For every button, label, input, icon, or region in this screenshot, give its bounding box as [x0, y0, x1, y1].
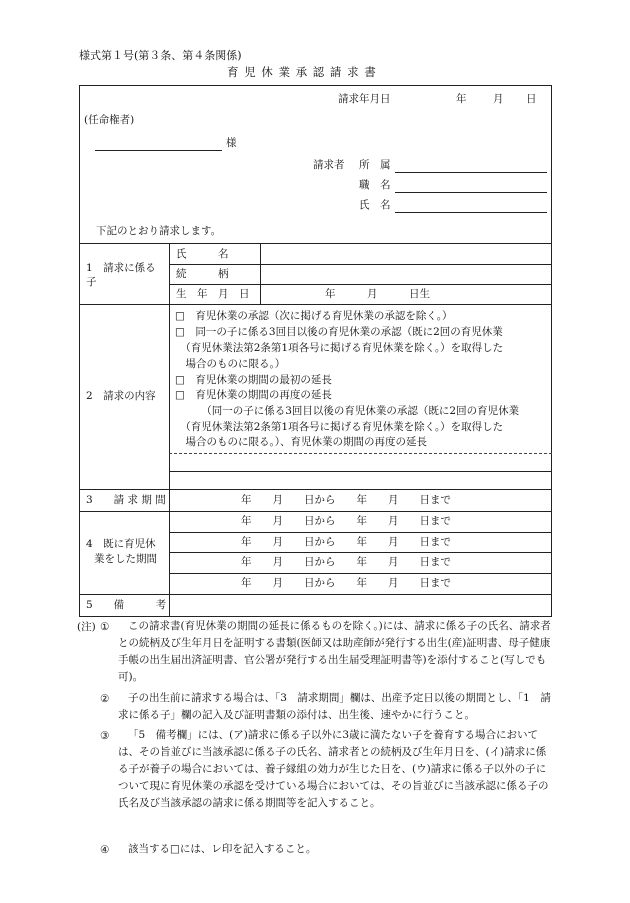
- section1-inner-rule: [260, 243, 261, 304]
- table-top-rule: [79, 243, 552, 244]
- note2-text: 子の出生前に請求する場合は、「3 請求期間」欄は、出産予定日以後の期間とし、「1 請求に係る子」欄の記入及び証明書類の添付は、出生後、速やかに行うこと。: [118, 692, 551, 721]
- position-underline: [395, 192, 547, 193]
- name-underline: [395, 212, 547, 213]
- note3-mark: ③: [100, 730, 110, 742]
- child-birth-value: 年 月 日生: [325, 288, 430, 300]
- section4-label-line2: 業をした期間: [94, 553, 157, 565]
- child-name-label: 氏 名: [176, 248, 229, 260]
- form-title: 育 児 休 業 承 認 請 求 書: [227, 65, 377, 79]
- note1-mark: ①: [100, 621, 110, 633]
- child-relation-label: 続 柄: [176, 268, 229, 280]
- option-line: （育児休業法第2条第1項各号に掲げる育児休業を除く。）を取得した: [175, 421, 504, 433]
- section4-row-rule: [169, 552, 552, 553]
- past-period-row: 年 月 日から 年 月 日まで: [241, 556, 451, 568]
- note4-text: 該当する□には、レ印を記入すること。: [128, 843, 317, 855]
- label-column-rule: [169, 243, 170, 617]
- past-period-row: 年 月 日から 年 月 日まで: [241, 515, 451, 527]
- honorific: 様: [226, 137, 237, 149]
- note3-text: 「5 備考欄」には、(ア)請求に係る子以外に3歳に満たない子を養育する場合においては、その旨並びに当該承認に係る子の氏名、請求者との続柄及び生年月日を、(イ)請求に係る子が養子の場合においては、養子縁組の効力が生じた日を、(ウ)請求に係る子以外の子について現に育児休業の承認を受けている場合においては、その旨並びに当該承認に係る子の氏名及び当該承認の請求に係る期間等を記入すること。: [118, 729, 549, 809]
- option-line: □ 育児休業の期間の再度の延長: [175, 389, 332, 401]
- option-line: （同一の子に係る3回目以後の育児休業の承認（既に2回の育児休業: [175, 405, 520, 417]
- section1-label-line2: 子: [86, 276, 97, 288]
- section1-row-rule: [169, 264, 552, 265]
- dashed-rule: [169, 453, 552, 454]
- option-line: □ 同一の子に係る3回目以後の育児休業の承認（既に2回の育児休業: [175, 326, 503, 338]
- section2-inner-rule: [169, 471, 552, 472]
- past-period-row: 年 月 日から 年 月 日まで: [241, 577, 451, 589]
- date-year: 年: [456, 93, 467, 105]
- appointer-underline: [95, 150, 222, 151]
- request-period: 年 月 日から 年 月 日まで: [241, 494, 451, 506]
- section4-row-rule: [169, 532, 552, 533]
- affiliation-underline: [395, 172, 547, 173]
- requester-label: 請求者: [313, 159, 345, 171]
- section2-label: 2 請求の内容: [86, 390, 156, 402]
- section-rule: [79, 594, 552, 595]
- option-line: □ 育児休業の承認（次に掲げる育児休業の承認を除く。）: [175, 310, 453, 322]
- section1-label-line1: 1 請求に係る: [86, 262, 156, 274]
- note4-mark: ④: [100, 844, 110, 856]
- form-id: 様式第１号(第３条、第４条関係): [79, 49, 242, 62]
- section-rule: [79, 511, 552, 512]
- field-name: 氏 名: [359, 199, 391, 211]
- section-rule: [79, 304, 552, 305]
- option-line: （育児休業法第2条第1項各号に掲げる育児休業を除く。）を取得した: [175, 342, 504, 354]
- date-month: 月: [493, 93, 504, 105]
- field-position: 職 名: [359, 179, 391, 191]
- section-rule: [79, 489, 552, 490]
- intro-text: 下記のとおり請求します。: [96, 225, 222, 237]
- option-line: 場合のものに限る。）、育児休業の期間の再度の延長: [175, 436, 427, 448]
- section3-label: 3 請 求 期 間: [86, 494, 166, 506]
- section5-label: 5 備 考: [86, 599, 167, 611]
- field-affiliation: 所 属: [359, 159, 391, 171]
- notes-prefix: (注): [77, 621, 96, 633]
- note2-mark: ②: [100, 693, 110, 705]
- option-line: □ 育児休業の期間の最初の延長: [175, 374, 332, 386]
- section4-row-rule: [169, 573, 552, 574]
- appointer-label: (任命権者): [84, 114, 135, 126]
- date-day: 日: [526, 93, 537, 105]
- section1-row-rule: [169, 284, 552, 285]
- request-date-label: 請求年月日: [338, 93, 391, 105]
- note1-text: この請求書(育児休業の期間の延長に係るものを除く。)には、請求に係る子の氏名、請求者との続柄及び生年月日を証明する書類(医師又は助産師が発行する出生(産)証明書、母子健康手帳の出生届出済証明書、官公署が発行する出生届受理証明書等)を添付すること(写しでも可)。: [118, 620, 551, 683]
- option-line: 場合のものに限る。）: [175, 358, 286, 370]
- section4-label-line1: 4 既に育児休: [86, 538, 156, 550]
- child-birth-label: 生 年 月 日: [176, 288, 250, 300]
- past-period-row: 年 月 日から 年 月 日まで: [241, 536, 451, 548]
